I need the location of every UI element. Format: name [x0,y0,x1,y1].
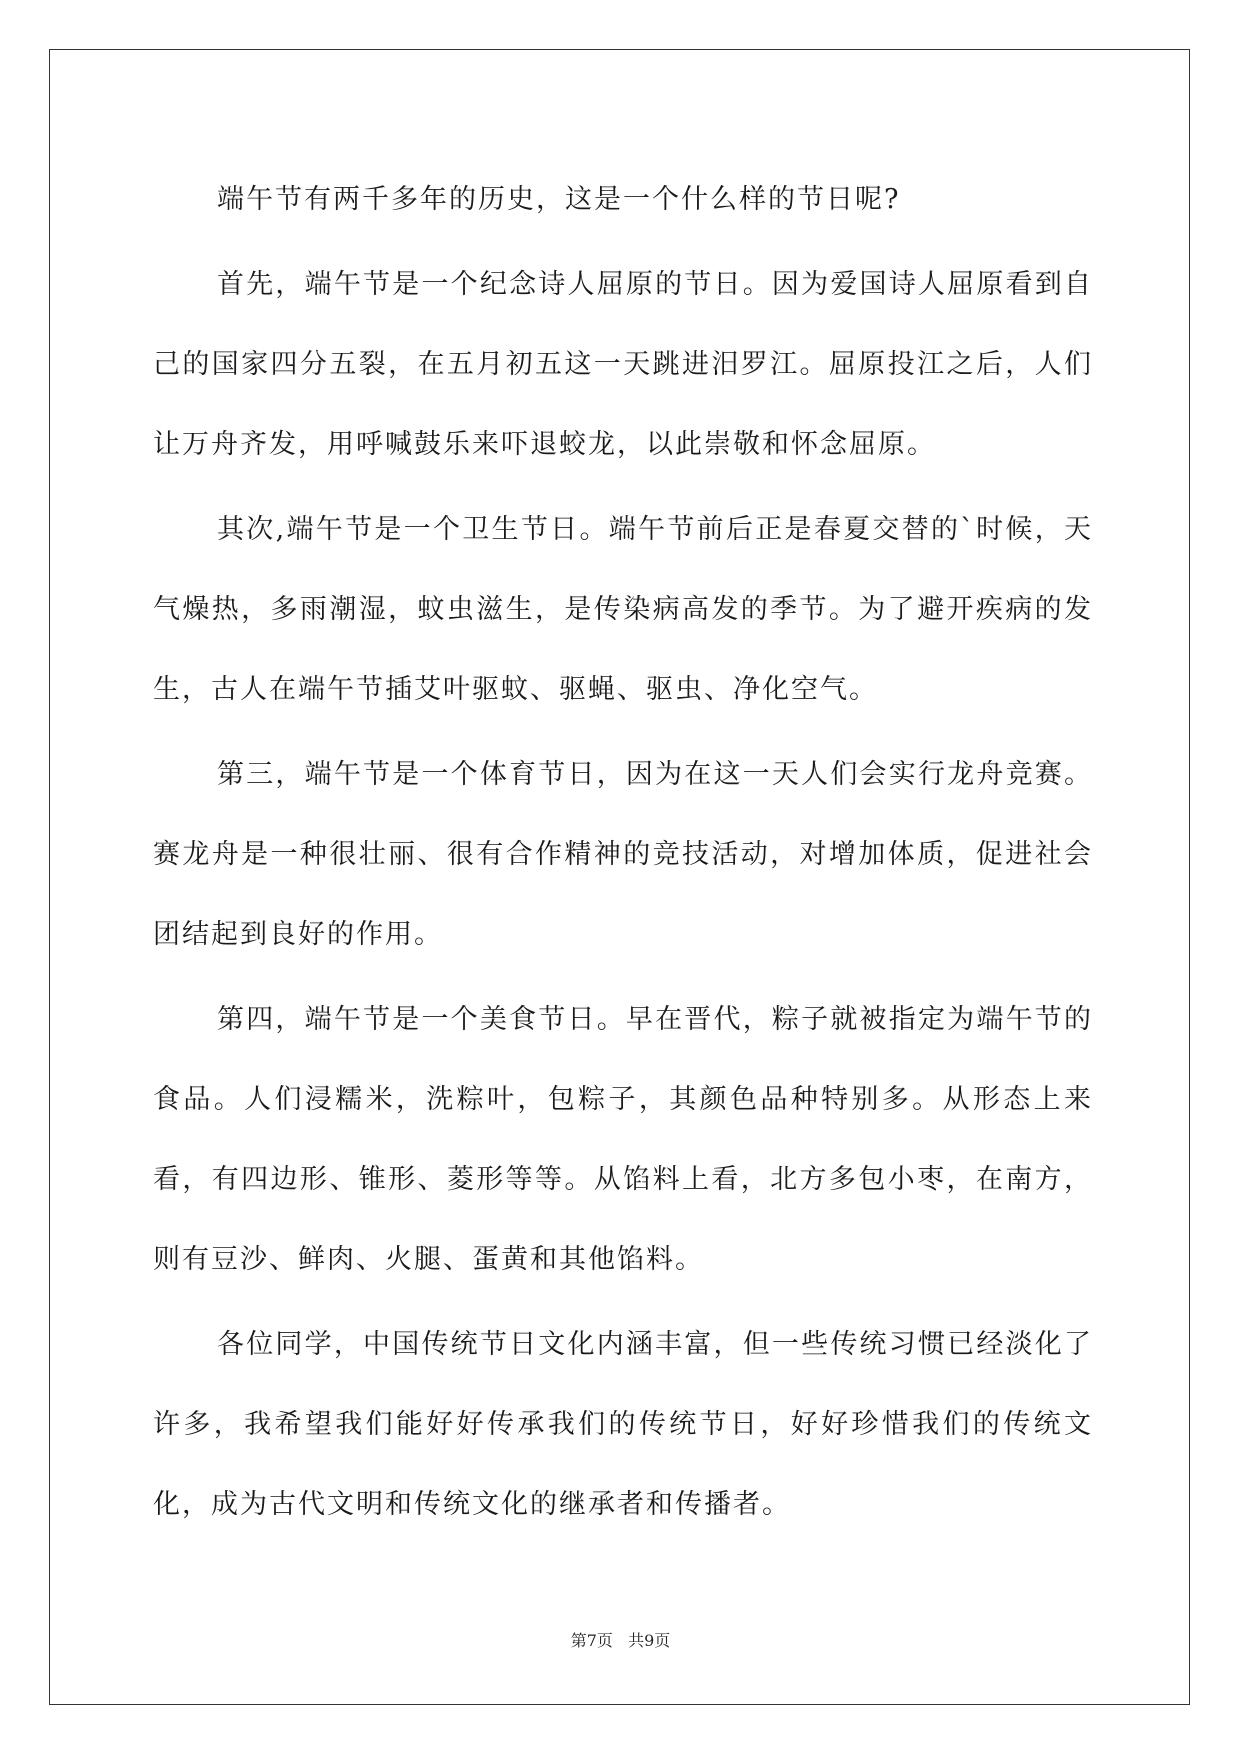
document-body [153,160,1093,1550]
paragraph-4: 第三，端午节是一个体育节日，因为在这一天人们会实行龙舟竞赛。赛龙舟是一种很壮丽、很有合作精神的竞技活动，对增加体质，促进社会团结起到良好的作用。 [153,759,1093,950]
paragraph-1: 端午节有两千多年的历史，这是一个什么样的节日呢? [217,184,901,215]
paragraph-5: 第四，端午节是一个美食节日。早在晋代，粽子就被指定为端午节的食品。人们浸糯米，洗粽叶，包粽子，其颜色品种特别多。从形态上来看，有四边形、锥形、菱形等等。从馅料上看，北方多包小枣，在南方，则有豆沙、鲜肉、火腿、蛋黄和其他馅料。 [153,1004,1093,1275]
page-number: 第7页 共9页 [570,1631,671,1650]
paragraph-6: 各位同学，中国传统节日文化内涵丰富，但一些传统习惯已经淡化了许多，我希望我们能好好传承我们的传统节日，好好珍惜我们的传统文化，成为古代文明和传统文化的继承者和传播者。 [153,1329,1093,1520]
paragraph-2: 首先，端午节是一个纪念诗人屈原的节日。因为爱国诗人屈原看到自己的国家四分五裂，在五月初五这一天跳进汨罗江。屈原投江之后，人们让万舟齐发，用呼喊鼓乐来吓退蛟龙，以此崇敬和怀念屈原。 [153,269,1093,460]
paragraph-3: 其次,端午节是一个卫生节日。端午节前后正是春夏交替的`时候，天气燥热，多雨潮湿，蚊虫滋生，是传染病高发的季节。为了避开疾病的发生，古人在端午节插艾叶驱蚊、驱蝇、驱虫、净化空气。 [153,514,1093,705]
page-footer [0,1628,1241,1651]
